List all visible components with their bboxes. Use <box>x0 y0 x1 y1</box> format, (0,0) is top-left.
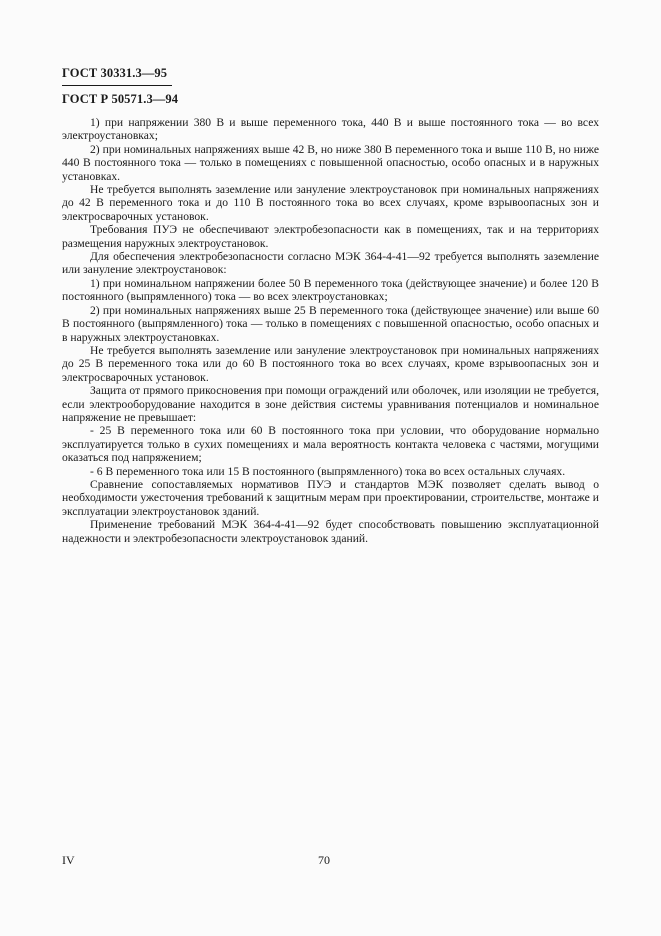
paragraph: 2) при номинальных напряжениях выше 25 В переменного тока (действующее значение) или выше 60 В постоянного (выпрямленного) тока — только в помещениях с повышенной опасностью, особо опасных и в наружных электроустановках. <box>62 303 599 344</box>
paragraph: - 6 В переменного тока или 15 В постоянного (выпрямленного) тока во всех остальных случаях. <box>90 464 566 478</box>
paragraph: Для обеспечения электробезопасности согласно МЭК 364-4-41—92 требуется выполнять заземление или зануление электроустановок: <box>62 250 599 277</box>
standard-number-gost-r: ГОСТ Р 50571.3—94 <box>62 92 179 106</box>
page-number: 70 <box>318 853 330 867</box>
paragraph: Применение требований МЭК 364-4-41—92 будет способствовать повышению эксплуатационной надежности и электробезопасности электроустановок зданий. <box>62 518 599 545</box>
paragraph: 1) при номинальном напряжении более 50 В переменного тока (действующее значение) и более 120 В постоянного (выпрямленного) тока — во всех электроустановках; <box>62 276 599 304</box>
section-page-numeral: IV <box>62 853 75 867</box>
paragraph: 2) при номинальных напряжениях выше 42 В, но ниже 380 В переменного тока и выше 110 В, но ниже 440 В постоянного тока — только в помещениях с повышенной опасностью, особо опасных и в наружных установках. <box>62 142 599 183</box>
paragraph: Не требуется выполнять заземление или зануление электроустановок при номинальных напряжениях до 25 В переменного тока или до 60 В постоянного тока во всех случаях, кроме взрывоопасных зон и электросварочных установок. <box>62 343 599 384</box>
paragraph: Не требуется выполнять заземление или зануление электроустановок при номинальных напряжениях до 42 В переменного тока и до 110 В постоянного тока во всех случаях, кроме взрывоопасных зон и электросварочных установок. <box>62 183 599 223</box>
paragraph: Сравнение сопоставляемых нормативов ПУЭ и стандартов МЭК позволяет сделать вывод о необходимости ужесточения требований к защитным мерам при проектировании, строительстве, монтаже и эксплуатации электроустановок зданий. <box>62 477 599 518</box>
document-body <box>62 116 599 545</box>
paragraph: 1) при напряжении 380 В и выше переменного тока, 440 В и выше постоянного тока — во всех электроустановках; <box>62 116 599 143</box>
standard-number-gost: ГОСТ 30331.3—95 <box>62 66 172 86</box>
paragraph: Защита от прямого прикосновения при помощи ограждений или оболочек, или изоляции не требуется, если электрооборудование находится в зоне действия системы уравнивания потенциалов и номинальное напряжение не превышает: <box>62 384 599 424</box>
paragraph: - 25 В переменного тока или 60 В постоянного тока при условии, что оборудование нормально эксплуатируется только в сухих помещениях и мала вероятность контакта человека с частями, могущими оказаться под напряжением; <box>62 424 599 465</box>
document-header <box>62 66 179 107</box>
paragraph: Требования ПУЭ не обеспечивают электробезопасности как в помещениях, так и на территориях размещения наружных электроустановок. <box>62 223 599 250</box>
